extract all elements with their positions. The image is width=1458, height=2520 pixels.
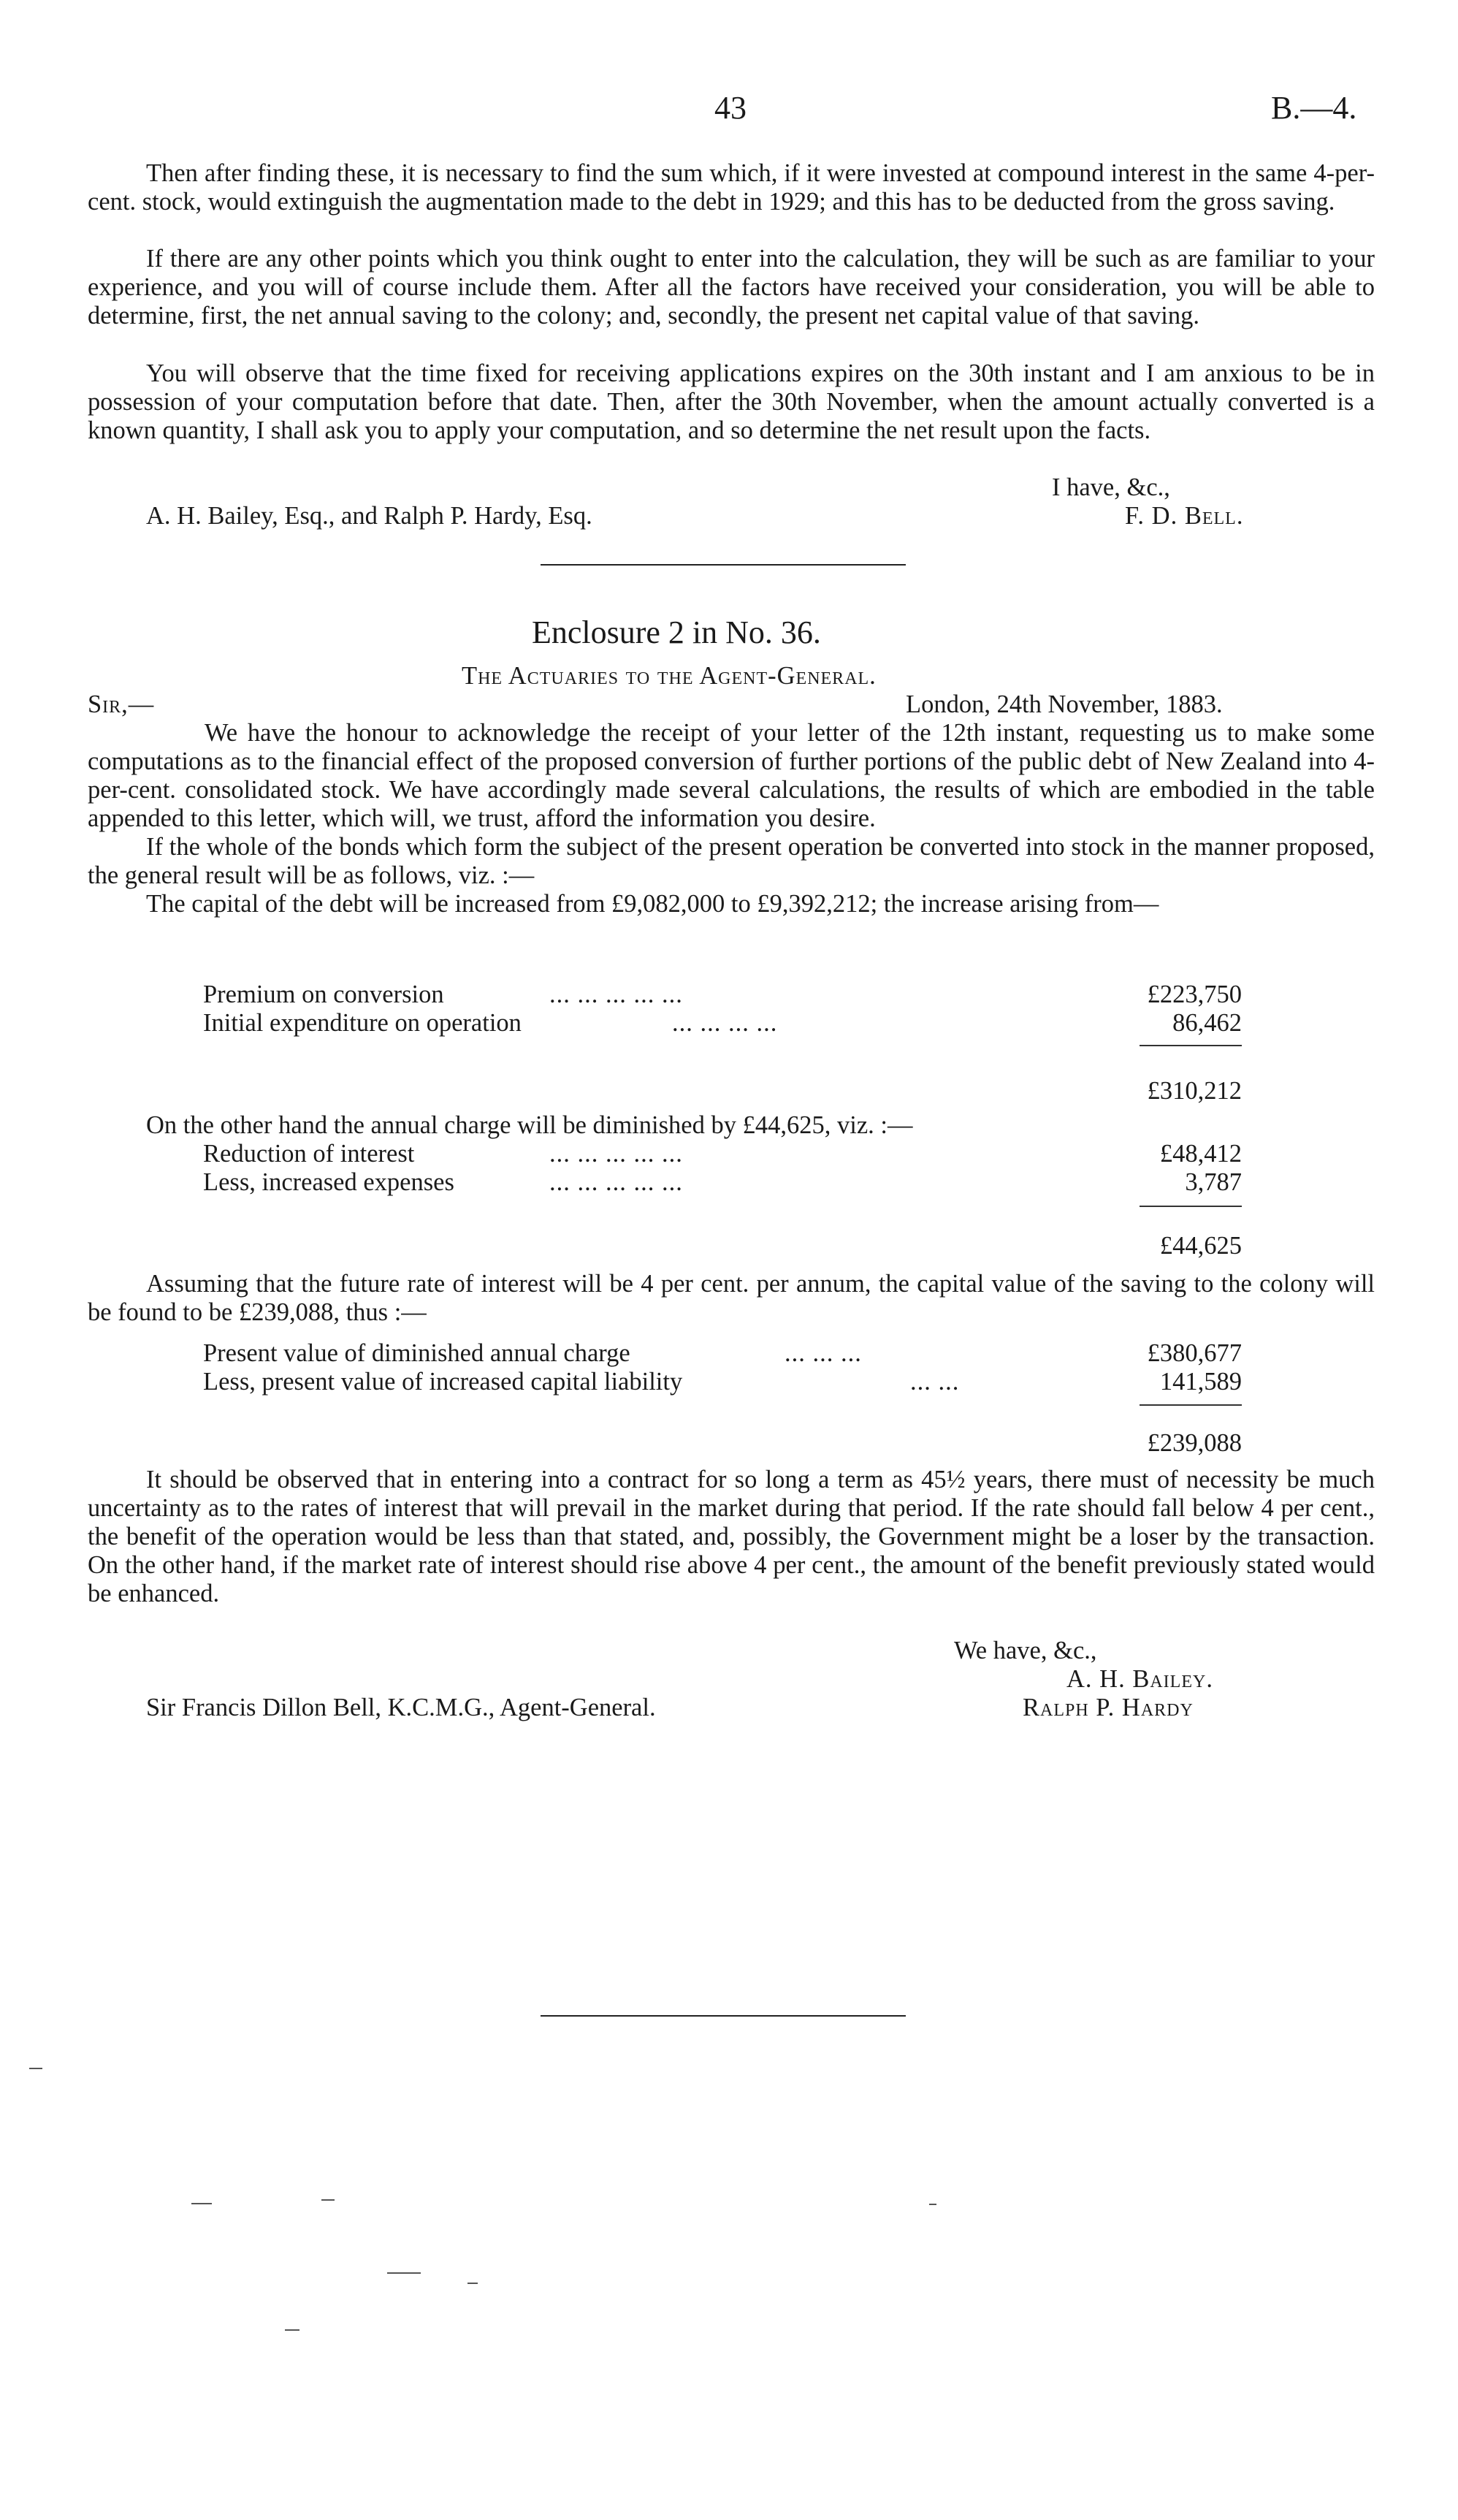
value-total: £239,088 [1147,1429,1242,1457]
value-item-dots: ... ... [910,1368,960,1396]
charge-item-dots: ... ... ... ... ... [549,1140,683,1168]
scan-speck [929,2204,936,2205]
enclosure-title: Enclosure 2 in No. 36. [532,614,821,650]
enclosure-paragraph-2: If the whole of the bonds which form the subject of the present operation be converted into stock in the manner proposed, the general result will be as follows, viz. :— [88,833,1375,889]
scan-speck [321,2199,335,2201]
scan-speck [285,2329,299,2331]
value-item-value: £380,677 [1147,1339,1242,1367]
value-item-value: 141,589 [1159,1368,1242,1396]
charge-item-label: Less, increased expenses [203,1168,454,1196]
capital-item-value: 86,462 [1172,1009,1242,1037]
enclosure-salutation: Sir,— [88,690,155,718]
letter1-paragraph-3: You will observe that the time fixed for receiving applications expires on the 30th instant and I am anxious to be in possession of your computation before that date. Then, after the 30th November, when the amount actually converted is a known quantity, I shall ask you to apply your computation, and so determine the net result upon the facts. [88,359,1375,444]
enclosure-date-line: London, 24th November, 1883. [906,690,1223,718]
scan-speck [387,2272,421,2274]
enclosure-signer-2: Ralph P. Hardy [1023,1694,1194,1721]
enclosure-paragraph-6: It should be observed that in entering into a contract for so long a term as 45½ years, there must of necessity be much uncertainty as to the rates of interest that will prevail in the market during that period. If the rate should fall below 4 per cent., the benefit of the operation would be less than that stated, and, possibly, the Government might be a loser by the transaction. On the other hand, if the market rate of interest should rise above 4 per cent., the amount of the benefit previously stated would be enhanced. [88,1466,1375,1607]
letter1-paragraph-1: Then after finding these, it is necessary to find the sum which, if it were invested at compound interest in the same 4-per-cent. stock, would extinguish the augmentation made to the debt in 1929; and this has to be deducted from the gross saving. [88,159,1375,216]
value-item-label: Less, present value of increased capital liability [203,1368,683,1396]
charge-item-value: £48,412 [1159,1140,1242,1168]
enclosure-paragraph-3: The capital of the debt will be increased from £9,082,000 to £9,392,212; the increase arising from— [146,890,1159,918]
scan-speck [191,2203,212,2204]
capital-total: £310,212 [1147,1077,1242,1105]
section-divider-bottom [541,2015,906,2017]
charge-total-rule [1140,1206,1242,1207]
scan-speck [467,2283,478,2284]
enclosure-paragraph-1: We have the honour to acknowledge the receipt of your letter of the 12th instant, requesting us to make some computations as to the financial effect of the proposed conversion of further portions of the public debt of New Zealand into 4-per-cent. consolidated stock. We have accordingly made several calculations, the results of which are embodied in the table appended to this letter, which will, we trust, afford the information you desire. [88,719,1375,832]
charge-item-label: Reduction of interest [203,1140,415,1168]
enclosure-paragraph-5: Assuming that the future rate of interest will be 4 per cent. per annum, the capital value of the saving to the colony will be found to be £239,088, thus :— [88,1270,1375,1326]
value-item-dots: ... ... ... [785,1339,862,1367]
enclosure-paragraph-4: On the other hand the annual charge will be diminished by £44,625, viz. :— [146,1111,913,1139]
capital-item-label: Premium on conversion [203,981,444,1008]
letter1-addressees: A. H. Bailey, Esq., and Ralph P. Hardy, Esq. [146,502,592,530]
enclosure-subtitle: The Actuaries to the Agent-General. [462,662,877,690]
page-number: 43 [714,90,747,126]
scan-speck [29,2068,42,2069]
enclosure-addressee: Sir Francis Dillon Bell, K.C.M.G., Agent-General. [146,1694,656,1721]
enclosure-signer-1: A. H. Bailey. [1066,1665,1213,1693]
capital-item-dots: ... ... ... ... [672,1009,778,1037]
section-divider-top [541,564,906,566]
page-reference: B.—4. [1271,90,1357,126]
enclosure-closing: We have, &c., [954,1637,1097,1664]
value-item-label: Present value of diminished annual charge [203,1339,630,1367]
letter1-paragraph-2: If there are any other points which you think ought to enter into the calculation, they will be such as are familiar to your experience, and you will of course include them. After all the factors have received your consideration, you will be able to determine, first, the net annual saving to the colony; and, secondly, the present net capital value of that saving. [88,245,1375,330]
charge-total: £44,625 [1159,1232,1242,1260]
capital-total-rule [1140,1045,1242,1046]
value-total-rule [1140,1404,1242,1406]
letter1-closing: I have, &c., [1052,473,1170,501]
letter1-signature: F. D. Bell. [1125,502,1244,530]
capital-item-value: £223,750 [1147,981,1242,1008]
charge-item-value: 3,787 [1185,1168,1242,1196]
capital-item-label: Initial expenditure on operation [203,1009,522,1037]
charge-item-dots: ... ... ... ... ... [549,1168,683,1196]
capital-item-dots: ... ... ... ... ... [549,981,683,1008]
